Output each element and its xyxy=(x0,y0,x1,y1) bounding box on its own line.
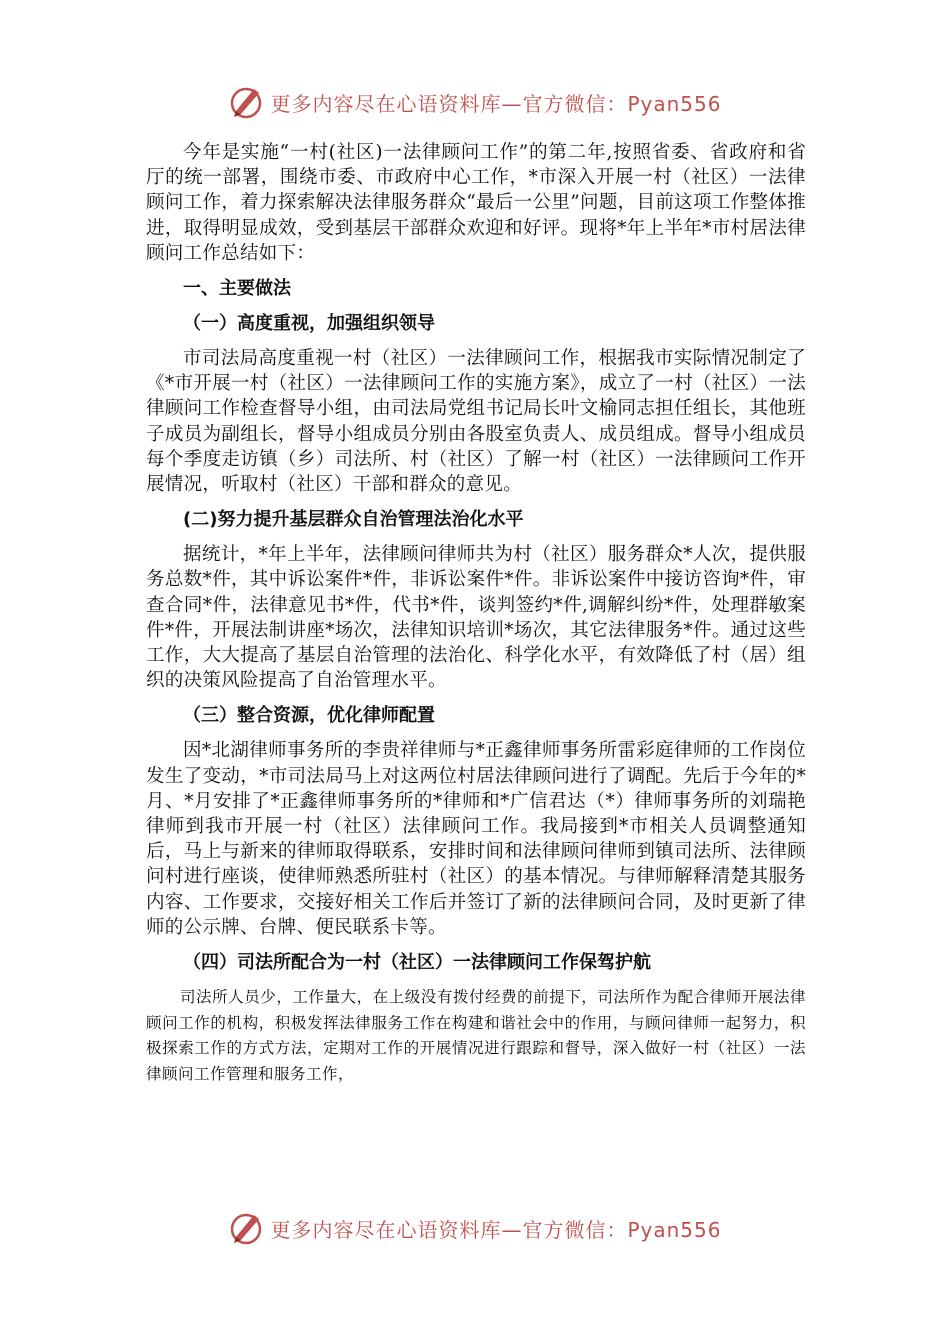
pen-logo-icon xyxy=(228,83,266,121)
subsection-body-4: 司法所人员少，工作量大，在上级没有拨付经费的前提下，司法所作为配合律师开展法律顾问工作的机构，积极发挥法律服务工作在构建和谐社会中的作用，与顾问律师一起努力，积极探索工作的方式方法，定期对工作的开展情况进行跟踪和督导，深入做好一村（社区）一法律顾问工作管理和服务工作， xyxy=(146,988,806,1083)
watermark-header xyxy=(0,82,950,122)
document-body xyxy=(146,140,806,1097)
subsection-heading-1: （一）高度重视，加强组织领导 xyxy=(183,313,435,335)
subsection-heading-2: (二)努力提升基层群众自治管理法治化水平 xyxy=(183,509,524,531)
subsection-body-3: 因*北湖律师事务所的李贵祥律师与*正鑫律师事务所雷彩庭律师的工作岗位发生了变动，*市司法局马上对这两位村居法律顾问进行了调配。先后于今年的*月、*月安排了*正鑫律师事务所的*律师和*广信君达（*）律师事务所的刘瑞艳律师到我市开展一村（社区）法律顾问工作。我局接到*市相关人员调整通知后，马上与新来的律师取得联系，安排时间和法律顾问律师到镇司法所、法律顾问村进行座谈，使律师熟悉所驻村（社区）的基本情况。与律师解释清楚其服务内容、工作要求，交接好相关工作后并签订了新的法律顾问合同，及时更新了律师的公示牌、台牌、便民联系卡等。 xyxy=(146,740,806,938)
watermark-text: 更多内容尽在心语资料库—官方微信：Pyan556 xyxy=(270,1217,722,1242)
watermark-text: 更多内容尽在心语资料库—官方微信：Pyan556 xyxy=(270,91,722,116)
pen-logo-icon xyxy=(228,1209,266,1247)
subsection-body-1: 市司法局高度重视一村（社区）一法律顾问工作，根据我市实际情况制定了《*市开展一村（社区）一法律顾问工作的实施方案》，成立了一村（社区）一法律顾问工作检查督导小组，由司法局党组书记局长叶文榆同志担任组长，其他班子成员为副组长，督导小组成员分别由各股室负责人、成员组成。督导小组成员每个季度走访镇（乡）司法所、村（社区）了解一村（社区）一法律顾问工作开展情况，听取村（社区）干部和群众的意见。 xyxy=(146,348,806,496)
subsection-body-2: 据统计，*年上半年，法律顾问律师共为村（社区）服务群众*人次，提供服务总数*件，其中诉讼案件*件，非诉讼案件*件。非诉讼案件中接访咨询*件，审查合同*件，法律意见书*件，代书*件，谈判签约*件,调解纠纷*件，处理群敏案件*件，开展法制讲座*场次，法律知识培训*场次，其它法律服务*件。通过这些工作，大大提高了基层自治管理的法治化、科学化水平，有效降低了村（居）组织的决策风险提高了自治管理水平。 xyxy=(146,544,806,692)
subsection-heading-3: （三）整合资源，优化律师配置 xyxy=(183,705,435,727)
watermark-footer xyxy=(0,1208,950,1248)
intro-paragraph: 今年是实施“一村(社区)一法律顾问工作”的第二年,按照省委、省政府和省厅的统一部署，围绕市委、市政府中心工作，*市深入开展一村（社区）一法律顾问工作，着力探索解决法律服务群众“最后一公里”问题，目前这项工作整体推进，取得明显成效，受到基层干部群众欢迎和好评。现将*年上半年*市村居法律顾问工作总结如下： xyxy=(146,142,806,264)
section-heading: 一、主要做法 xyxy=(183,278,291,300)
subsection-heading-4: （四）司法所配合为一村（社区）一法律顾问工作保驾护航 xyxy=(183,952,651,974)
